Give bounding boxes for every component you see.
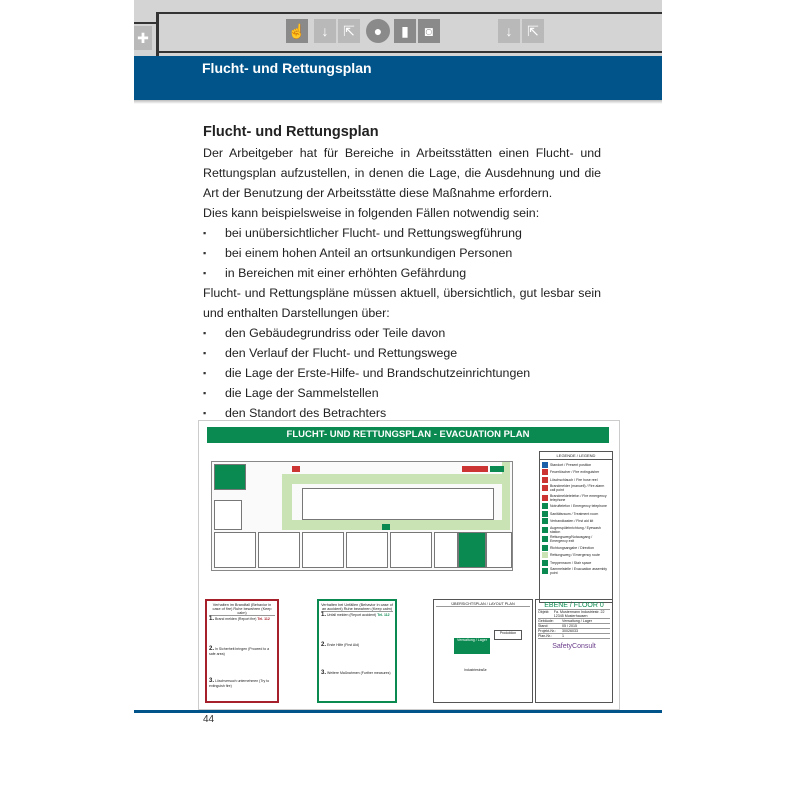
- info-key: Projekt-Nr.:: [538, 629, 556, 633]
- chapter-banner: [134, 56, 662, 100]
- legend-item: [542, 477, 610, 483]
- arrow-down-icon: ↓: [498, 19, 520, 43]
- legend-label: Standort / Present position: [550, 462, 592, 467]
- accident-step-1: Unfall melden (Report accident): [327, 613, 377, 617]
- plan-title: FLUCHT- UND RETTUNGSPLAN - EVACUATION PLAN: [207, 427, 609, 443]
- legend-icon: [542, 495, 548, 501]
- info-value: 30026033: [562, 629, 578, 633]
- legend-icon: [542, 518, 548, 524]
- accident-step-3: Weitere Maßnahmen (Further measures): [327, 671, 391, 675]
- legend-icon: [542, 545, 548, 551]
- list-item: ▪ die Lage der Sammelstellen: [203, 383, 601, 403]
- header-floorplan-graphic: [134, 0, 662, 56]
- list-item: ▪ bei unübersichtlicher Flucht- und Rettungswegführung: [203, 223, 601, 243]
- legend-item: [542, 469, 610, 475]
- first-aid-icon: ✚: [134, 26, 152, 50]
- info-value: Fa. Mustermann Industriestr. 22 12345 Musterhausen: [553, 610, 605, 618]
- info-key: Gebäude:: [538, 619, 554, 623]
- list-item: ▪ den Verlauf der Flucht- und Rettungswege: [203, 343, 601, 363]
- bullet-list: [203, 223, 601, 283]
- fire-step-2: In Sicherheit bringen (Proceed to a safe area): [209, 647, 270, 656]
- legend-label: Treppenraum / Stair space: [550, 560, 592, 565]
- info-key: Plan-Nr.:: [538, 634, 552, 638]
- exit-icon: ⇱: [522, 19, 544, 43]
- street-label: Industriestraße: [464, 668, 487, 672]
- fire-extinguisher-icon: ▮: [394, 19, 416, 43]
- info-key: Stand:: [538, 624, 549, 628]
- production-label: Produktion: [494, 630, 522, 640]
- fire-alarm-icon: ☝: [286, 19, 308, 43]
- legend-title: LEGENDE / LEGEND: [540, 452, 612, 460]
- legend-icon: [542, 462, 548, 468]
- legend-icon: [542, 568, 548, 574]
- legend-label: Richtungsangabe / Direction: [550, 545, 594, 550]
- legend-icon: [542, 477, 548, 483]
- floor-plan: [211, 461, 513, 571]
- legend-label: Rettungsweg/Notausgang / Emergency exit: [550, 535, 593, 543]
- legend-label: Sammelstelle / Evacuation assembly point: [550, 567, 607, 575]
- plan-info-box: [535, 599, 613, 703]
- floor-label: EBENE / FLOOR 0: [538, 602, 610, 610]
- fire-step-3: Löschversuch unternehmen (Try to extinguish fire): [209, 679, 270, 688]
- legend-icon: [542, 485, 548, 491]
- accident-phone: Tel. 112: [377, 613, 390, 617]
- evacuation-plan-figure: [198, 420, 620, 710]
- legend-item: [542, 503, 610, 509]
- legend-item: [542, 518, 610, 524]
- legend-item: [542, 526, 610, 534]
- paragraph: Flucht- und Rettungspläne müssen aktuell, übersichtlich, gut lesbar sein und enthalten Darstellungen über:: [203, 286, 601, 320]
- legend-icon: [542, 511, 548, 517]
- legend-label: Augenspüleinrichtung / Eyewash station: [550, 525, 601, 534]
- bullet-list: [203, 323, 601, 423]
- legend-item: [542, 560, 610, 566]
- banner-title: Flucht- und Rettungsplan: [202, 60, 372, 76]
- info-value: 05 / 2015: [562, 624, 577, 628]
- legend-label: Rettungsweg / Emergency route: [550, 553, 600, 557]
- legend-label: Löschschlauch / Fire hose reel: [550, 477, 598, 482]
- list-item: ▪ den Standort des Betrachters: [203, 403, 601, 423]
- legend-label: Verbandkasten / First aid kit: [550, 519, 594, 523]
- list-item: ▪ den Gebäudegrundriss oder Teile davon: [203, 323, 601, 343]
- banner-shadow: [134, 100, 662, 104]
- legend: [539, 451, 613, 603]
- standort-icon: ●: [366, 19, 390, 43]
- list-item: ▪ bei einem hohen Anteil an ortsunkundigen Personen: [203, 243, 601, 263]
- footer-rule: [134, 710, 662, 713]
- legend-label: Sanitätsraum / Treatment room: [550, 511, 599, 516]
- fire-box-title: Verhalten im Brandfall (Behavior in case of fire) Ruhe bewahren (Keep calm): [209, 603, 275, 616]
- list-item: ▪ in Bereichen mit einer erhöhten Gefährdung: [203, 263, 601, 283]
- safetyconsult-logo: SafetyConsult: [552, 643, 596, 650]
- layout-plan-box: [433, 599, 533, 703]
- fire-hose-icon: ◙: [418, 19, 440, 43]
- legend-icon: [542, 469, 548, 475]
- legend-icon: [542, 560, 548, 566]
- accident-box-title: Verhalten bei Unfällen (Behavior in case of an accident) Ruhe bewahren (Keep calm): [321, 603, 393, 611]
- paragraph: Der Arbeitgeber hat für Bereiche in Arbeitsstätten einen Flucht- und Rettungsplan aufzustellen, in denen die Lage, die Ausdehnung und die Art der Benutzung der Arbeitsstätte diese Maßnahme erfordern.: [203, 146, 601, 200]
- layout-plan-title: ÜBERSICHTSPLAN / LAYOUT PLAN: [436, 602, 530, 607]
- legend-icon: [542, 552, 548, 558]
- fire-phone: Tel. 112: [257, 617, 270, 621]
- legend-item: [542, 484, 610, 492]
- legend-item: [542, 545, 610, 551]
- article-title: Flucht- und Rettungsplan: [203, 124, 379, 140]
- accident-step-2: Erste Hilfe (First Aid): [327, 643, 360, 647]
- info-row: [538, 610, 610, 619]
- article: [203, 122, 601, 423]
- legend-icon: [542, 503, 548, 509]
- page-number: 44: [203, 714, 215, 725]
- fire-instructions-box: Verhalten im Brandfall (Behavior in case of fire) Ruhe bewahren (Keep calm) 1. Brand melden (Report fire) Tel. 112 2. In Sicherheit bringen (Proceed to a safe area) 3. Löschversuch unternehmen (Try to extinguish fire): [205, 599, 279, 703]
- info-key: Objekt:: [538, 610, 550, 614]
- list-item: ▪ die Lage der Erste-Hilfe- und Brandschutzeinrichtungen: [203, 363, 601, 383]
- arrow-down-icon: ↓: [314, 19, 336, 43]
- legend-item: [542, 535, 610, 543]
- paragraph: Dies kann beispielsweise in folgenden Fällen notwendig sein:: [203, 206, 540, 220]
- info-value: 1: [562, 634, 564, 638]
- legend-icon: [542, 527, 548, 533]
- legend-item: [542, 511, 610, 517]
- legend-icon: [542, 536, 548, 542]
- legend-item: [542, 494, 610, 502]
- legend-label: Brandmeldetelefon / Fire emergency telephone: [550, 493, 607, 502]
- legend-item: [542, 462, 610, 468]
- fire-step-1: Brand melden (Report fire): [215, 617, 257, 621]
- legend-item: [542, 567, 610, 575]
- accident-instructions-box: Verhalten bei Unfällen (Behavior in case of an accident) Ruhe bewahren (Keep calm) 1. Unfall melden (Report accident) Tel. 112 2. Erste Hilfe (First Aid) 3. Weitere Maßnahmen (Further measures): [317, 599, 397, 703]
- info-value: Verwaltung / Lager: [562, 619, 592, 623]
- building-label: Verwaltung / Lager: [454, 638, 490, 654]
- legend-label: Feuerlöscher / Fire extinguisher: [550, 470, 600, 474]
- exit-icon: ⇱: [338, 19, 360, 43]
- legend-label: Brandmelder (manuell) / Fire alarm call point: [550, 484, 605, 492]
- info-row: [538, 634, 610, 639]
- legend-label: Notruftelefon / Emergency telephone: [550, 504, 608, 508]
- legend-item: [542, 552, 610, 558]
